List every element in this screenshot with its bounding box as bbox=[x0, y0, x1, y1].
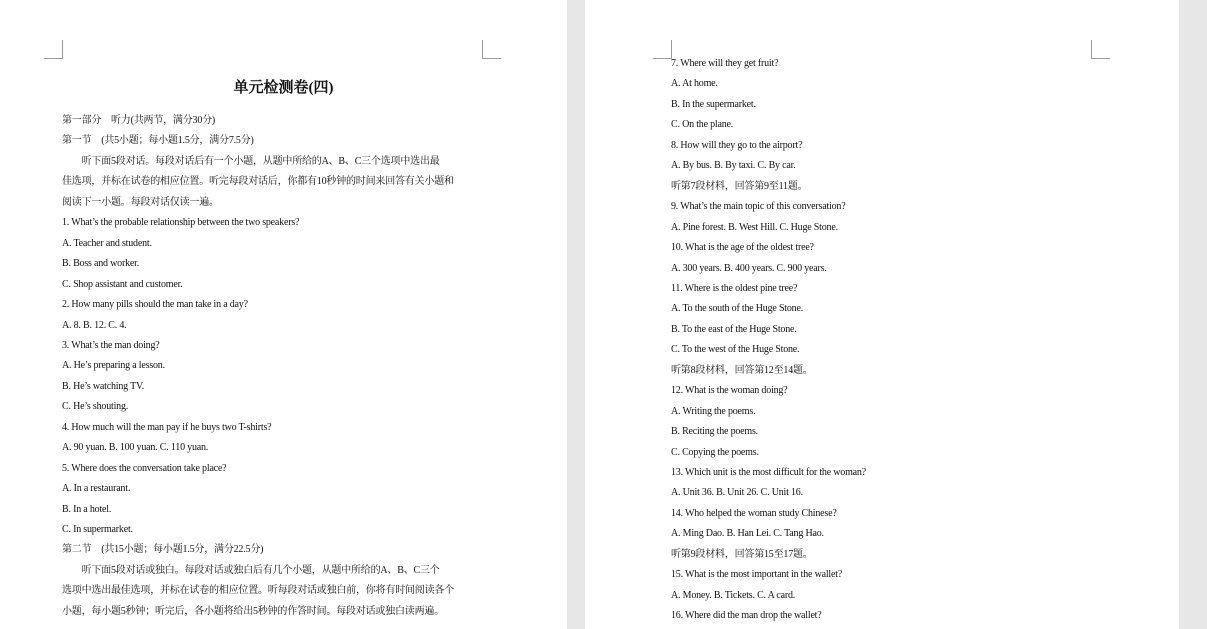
text-line: 8. How will they go to the airport? bbox=[671, 139, 803, 151]
text-line: 13. Which unit is the most difficult for the woman? bbox=[671, 467, 866, 478]
text-line: A. 90 yuan. B. 100 yuan. C. 110 yuan. bbox=[62, 442, 209, 454]
text-line: B. Reciting the poems. bbox=[671, 426, 758, 438]
text-line: B. He’s watching TV. bbox=[62, 380, 145, 392]
text-line: C. Shop assistant and customer. bbox=[62, 278, 183, 290]
text-line: C. He’s shouting. bbox=[62, 401, 129, 413]
text-line: A. Writing the poems. bbox=[671, 405, 756, 417]
text-line: 16. Where did the man drop the wallet? bbox=[671, 610, 822, 622]
text-line: A. Ming Dao. B. Han Lei. C. Tang Hao. bbox=[671, 528, 824, 540]
text-line: 10. What is the age of the oldest tree? bbox=[671, 242, 814, 254]
text-line: 小题，每小题5秒钟；听完后，各小题将给出5秒钟的作答时间。每段对话或独白读两遍。 bbox=[62, 605, 444, 617]
crop-mark-top-left bbox=[653, 40, 672, 59]
text-line: B. Boss and worker. bbox=[62, 258, 140, 270]
text-line: A. In a restaurant. bbox=[62, 483, 131, 495]
text-line: 第二节 (共15小题；每小题1.5分，满分22.5分) bbox=[62, 544, 264, 556]
page-title: 单元检测卷(四) bbox=[233, 80, 334, 96]
document-page-left bbox=[0, 0, 567, 629]
text-line: B. In the supermarket. bbox=[671, 98, 756, 110]
text-line: 3. What’s the man doing? bbox=[62, 339, 160, 351]
text-line: 佳选项，并标在试卷的相应位置。听完每段对话后，你都有10秒钟的时间来回答有关小题和 bbox=[62, 176, 454, 188]
text-line: A. Teacher and student. bbox=[62, 237, 152, 249]
text-line: A. 300 years. B. 400 years. C. 900 years. bbox=[671, 262, 827, 274]
text-line: 1. What’s the probable relationship between the two speakers? bbox=[62, 217, 300, 229]
text-line: A. At home. bbox=[671, 78, 718, 90]
text-line: 4. How much will the man pay if he buys two T-shirts? bbox=[62, 421, 272, 433]
text-line: 5. Where does the conversation take place? bbox=[62, 462, 227, 474]
text-line: 听第8段材料，回答第12至14题。 bbox=[671, 364, 813, 376]
text-line: 听第9段材料，回答第15至17题。 bbox=[671, 548, 813, 560]
text-line: 9. What’s the main topic of this conversation? bbox=[671, 201, 846, 213]
text-line: A. 8. B. 12. C. 4. bbox=[62, 319, 127, 331]
text-line: A. He’s preparing a lesson. bbox=[62, 360, 165, 372]
text-line: 听下面5段对话或独白。每段对话或独白后有几个小题，从题中所给的A、B、C三个 bbox=[62, 564, 440, 576]
text-line: 第一部分 听力(共两节，满分30分) bbox=[62, 115, 216, 126]
text-line: 听第7段材料，回答第9至11题。 bbox=[671, 180, 808, 192]
document-page-right bbox=[585, 0, 1179, 629]
text-line: C. On the plane. bbox=[671, 119, 734, 131]
text-line: 2. How many pills should the man take in a day? bbox=[62, 299, 248, 311]
text-line: 第一节 (共5小题；每小题1.5分，满分7.5分) bbox=[62, 135, 254, 147]
text-line: 14. Who helped the woman study Chinese? bbox=[671, 507, 837, 519]
text-line: 选项中选出最佳选项，并标在试卷的相应位置。听每段对话或独白前，你将有时间阅读各个 bbox=[62, 585, 454, 597]
text-line: A. Money. B. Tickets. C. A card. bbox=[671, 589, 796, 601]
crop-mark-top-right bbox=[482, 40, 501, 59]
vertical-scrollbar[interactable] bbox=[1179, 0, 1207, 629]
text-line: A. Pine forest. B. West Hill. C. Huge Stone. bbox=[671, 221, 838, 233]
text-line: 7. Where will they get fruit? bbox=[671, 58, 779, 69]
text-line: C. Copying the poems. bbox=[671, 446, 759, 458]
crop-mark-top-right bbox=[1091, 40, 1110, 59]
text-line: A. By bus. B. By taxi. C. By car. bbox=[671, 160, 796, 172]
text-line: 12. What is the woman doing? bbox=[671, 385, 788, 397]
text-line: B. To the east of the Huge Stone. bbox=[671, 323, 797, 335]
text-line: C. To the west of the Huge Stone. bbox=[671, 344, 800, 356]
text-line: 听下面5段对话。每段对话后有一个小题，从题中所给的A、B、C三个选项中选出最 bbox=[62, 155, 440, 167]
text-line: 阅读下一小题。每段对话仅读一遍。 bbox=[62, 196, 219, 208]
text-line: C. In supermarket. bbox=[62, 524, 133, 535]
text-line: A. To the south of the Huge Stone. bbox=[671, 303, 804, 315]
crop-mark-top-left bbox=[44, 40, 63, 59]
text-line: 15. What is the most important in the wallet? bbox=[671, 569, 843, 581]
text-line: A. Unit 36. B. Unit 26. C. Unit 16. bbox=[671, 487, 803, 499]
text-line: B. In a hotel. bbox=[62, 503, 112, 515]
text-line: 11. Where is the oldest pine tree? bbox=[671, 282, 798, 294]
